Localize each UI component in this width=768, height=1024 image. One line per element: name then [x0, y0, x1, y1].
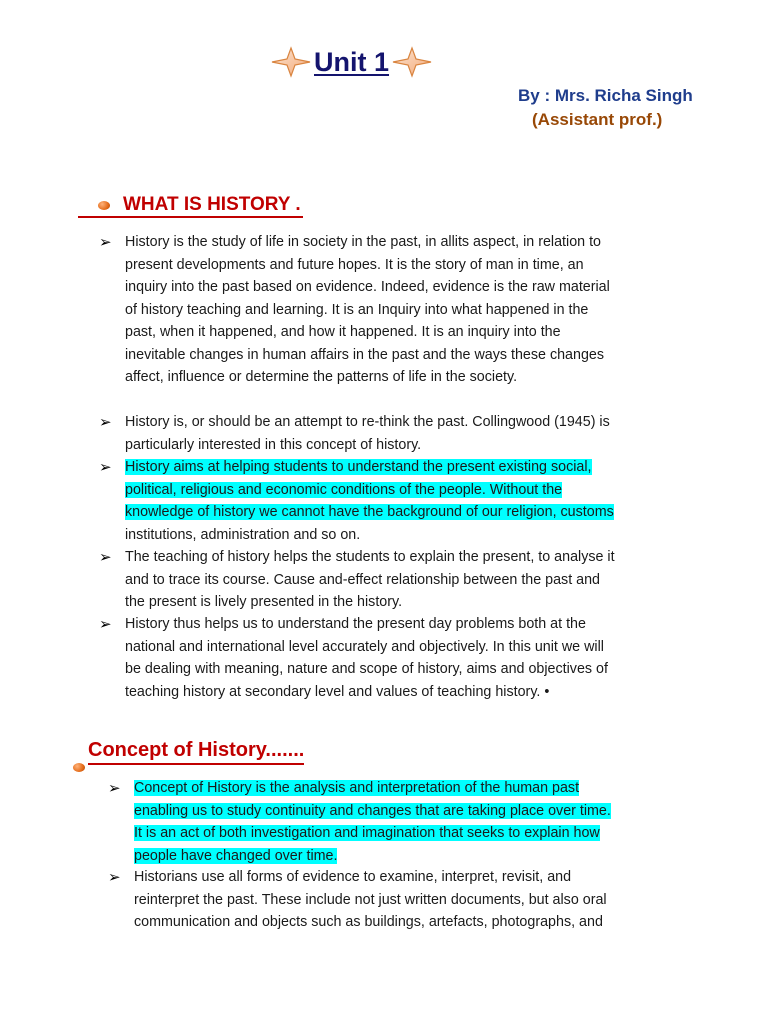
section-heading-text: WHAT IS HISTORY . [123, 194, 301, 215]
arrowhead-bullet-icon: ➢ [99, 233, 112, 251]
arrowhead-bullet-icon: ➢ [99, 413, 112, 431]
list-item: ➢ History thus helps us to understand the present day problems both at the national and international level accurately and objectively. In this unit we will be dealing with meaning, nature and scope of history, aims and objectives of teaching history at secondary level and values of teaching history. • [99, 615, 608, 700]
list-item: ➢ The teaching of history helps the students to explain the present, to analyse it and to trace its course. Cause and-effect relationship between the past and the present is lively presented in the history. [99, 548, 615, 610]
four-point-star-icon [391, 46, 433, 78]
orange-bullet-dot-icon [98, 201, 110, 210]
section-heading-what-is-history [78, 194, 303, 218]
section-heading-concept-of-history: Concept of History....... [88, 738, 304, 765]
four-point-star-icon [270, 46, 312, 78]
list-item-highlighted: ➢ Concept of History is the analysis and interpretation of the human past enabling us to study continuity and changes that are taking place over time. It is an act of both investigation and imagination that seeks to explain how people have changed over time. [108, 779, 611, 864]
list-item: ➢ History is the study of life in society in the past, in allits aspect, in relation to present developments and future hopes. It is the story of man in time, an inquiry into the past based on evidence. Indeed, evidence is the raw material of history teaching and learning. It is an Inquiry into what happened in the past, when it happened, and how it happened. It is an inquiry into the inevitable changes in human affairs in the past and the ways these changes affect, influence or determine the patterns of life in the society. [99, 233, 610, 385]
arrowhead-bullet-icon: ➢ [108, 779, 121, 797]
author-line: By : Mrs. Richa Singh [518, 86, 693, 105]
arrowhead-bullet-icon: ➢ [99, 458, 112, 476]
arrowhead-bullet-icon: ➢ [108, 868, 121, 886]
list-item-highlighted: ➢ History aims at helping students to understand the present existing social, political, religious and economic conditions of the people. Without the knowledge of history we cannot have the background of our religion, customs institutions, administration and so on. [99, 458, 614, 543]
arrowhead-bullet-icon: ➢ [99, 615, 112, 633]
orange-bullet-dot-icon [73, 763, 85, 772]
page-title: Unit 1 [314, 46, 390, 77]
arrowhead-bullet-icon: ➢ [99, 548, 112, 566]
list-item: ➢ Historians use all forms of evidence to examine, interpret, revisit, and reinterpret the past. These include not just written documents, but also oral communication and objects such as buildings, artefacts, photographs, and [108, 868, 607, 930]
author-role: (Assistant prof.) [532, 110, 663, 129]
title-row [270, 46, 433, 78]
list-item: ➢ History is, or should be an attempt to re-think the past. Collingwood (1945) is particularly interested in this concept of history. [99, 413, 610, 453]
